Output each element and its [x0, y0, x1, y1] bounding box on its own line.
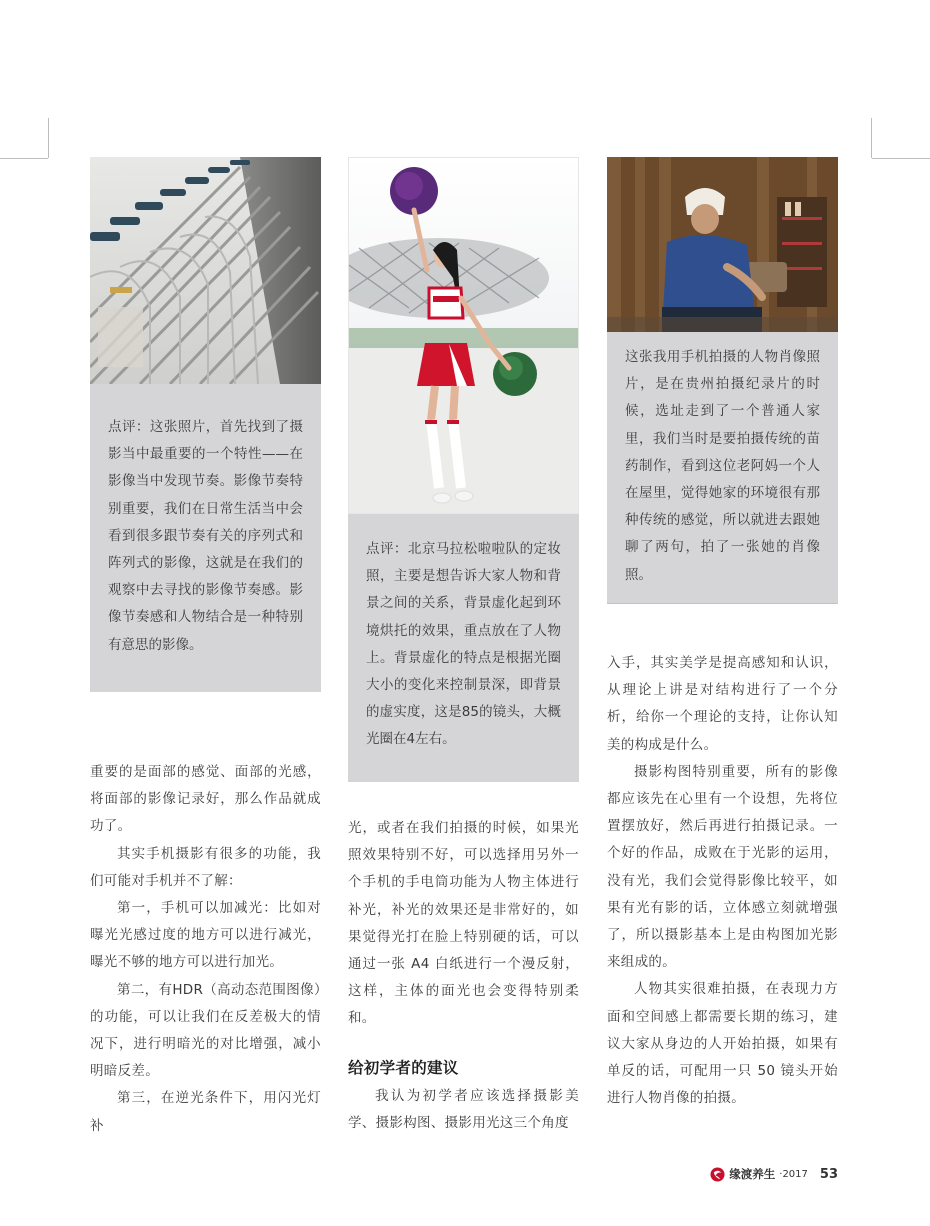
body-paragraph: 我认为初学者应该选择摄影美学、摄影构图、摄影用光这三个角度: [348, 1087, 579, 1131]
luggage-carts-photo: [90, 157, 321, 384]
crop-mark: [871, 118, 872, 158]
old-woman-image: [607, 157, 838, 332]
right-caption-box: [607, 332, 838, 604]
body-paragraph: 人物其实很难拍摄，在表现力方面和空间感上都需要长期的练习，建议大家从身边的人开始拍摄，如果有单反的话，可配用一只 50 镜头开始进行人物肖像的拍摄。: [607, 981, 838, 1107]
left-caption-text: 点评：这张照片，首先找到了摄影当中最重要的一个特性——在影像当中发现节奏。影像节奏特别重要，我们在日常生活当中会看到很多跟节奏有关的序列式和阵列式的影像，这就是在我们的观察中去寻找的影像节奏感。影像节奏感和人物结合是一种特别有意思的影像。: [108, 419, 303, 653]
crop-mark: [872, 158, 930, 159]
left-caption-box: [90, 384, 321, 692]
body-paragraph: 入手，其实美学是提高感知和认识，从理论上讲是对结构进行了一个分析，给你一个理论的支持，让你认知美的构成是什么。: [607, 655, 838, 753]
magazine-logo-icon: [710, 1167, 725, 1182]
body-paragraph: 第二，有HDR（高动态范围图像）的功能，可以让我们在反差极大的情况下，进行明暗光的对比增强，减小明暗反差。: [90, 981, 321, 1080]
old-woman-photo: [607, 157, 838, 332]
crop-mark: [48, 118, 49, 158]
body-paragraph: 第一，手机可以加减光：比如对曝光光感过度的地方可以进行减光，曝光不够的地方可以进行加光。: [90, 900, 321, 971]
body-paragraph: 摄影构图特别重要，所有的影像都应该先在心里有一个设想，先将位置摆放好，然后再进行拍摄记录。一个好的作品，成败在于光影的运用，没有光，我们会觉得影像比较平，如果有光有影的话，立体感立刻就增强了，所以摄影基本上是由构图加光影来组成的。: [607, 763, 838, 971]
middle-caption-box: [348, 514, 579, 782]
magazine-name: 缘渡养生: [729, 1167, 776, 1181]
middle-caption-text: 点评：北京马拉松啦啦队的定妆照，主要是想告诉大家人物和背景之间的关系，背景虚化起到环境烘托的效果，重点放在了人物上。背景虚化的特点是根据光圈大小的变化来控制景深，即背景的虚实度，这是85的镜头，大概光圈在4左右。: [366, 541, 561, 748]
page-number: 53: [819, 1166, 838, 1182]
page-footer: [710, 1166, 838, 1182]
middle-body-column: [348, 815, 579, 1137]
section-heading: 给初学者的建议: [348, 1058, 459, 1077]
issue-year: ·2017: [779, 1168, 808, 1180]
body-paragraph: 其实手机摄影有很多的功能，我们可能对手机并不了解：: [90, 845, 321, 889]
crop-mark: [0, 158, 48, 159]
left-body-column: [90, 759, 321, 1140]
body-paragraph: 光，或者在我们拍摄的时候，如果光照效果特别不好，可以选择用另外一个手机的手电筒功能为人物主体进行补光，补光的效果还是非常好的，如果觉得光打在脸上特别硬的话，可以通过一张 A4 白纸进行一个漫反射，这样，主体的面光也会变得特别柔和。: [348, 820, 579, 1027]
cheerleader-image: [349, 158, 579, 514]
right-caption-text: 这张我用手机拍摄的人物肖像照片，是在贵州拍摄纪录片的时候，选址走到了一个普通人家里，我们当时是要拍摄传统的苗药制作，看到这位老阿妈一个人在屋里，觉得她家的环境很有那种传统的感觉，所以就进去跟她聊了两句，拍了一张她的肖像照。: [625, 349, 820, 583]
right-body-column: [607, 650, 838, 1112]
luggage-carts-image: [90, 157, 321, 384]
body-paragraph: 第三，在逆光条件下，用闪光灯补: [90, 1090, 321, 1134]
body-paragraph: 重要的是面部的感觉、面部的光感，将面部的影像记录好，那么作品就成功了。: [90, 764, 321, 835]
cheerleader-photo: [348, 157, 579, 514]
